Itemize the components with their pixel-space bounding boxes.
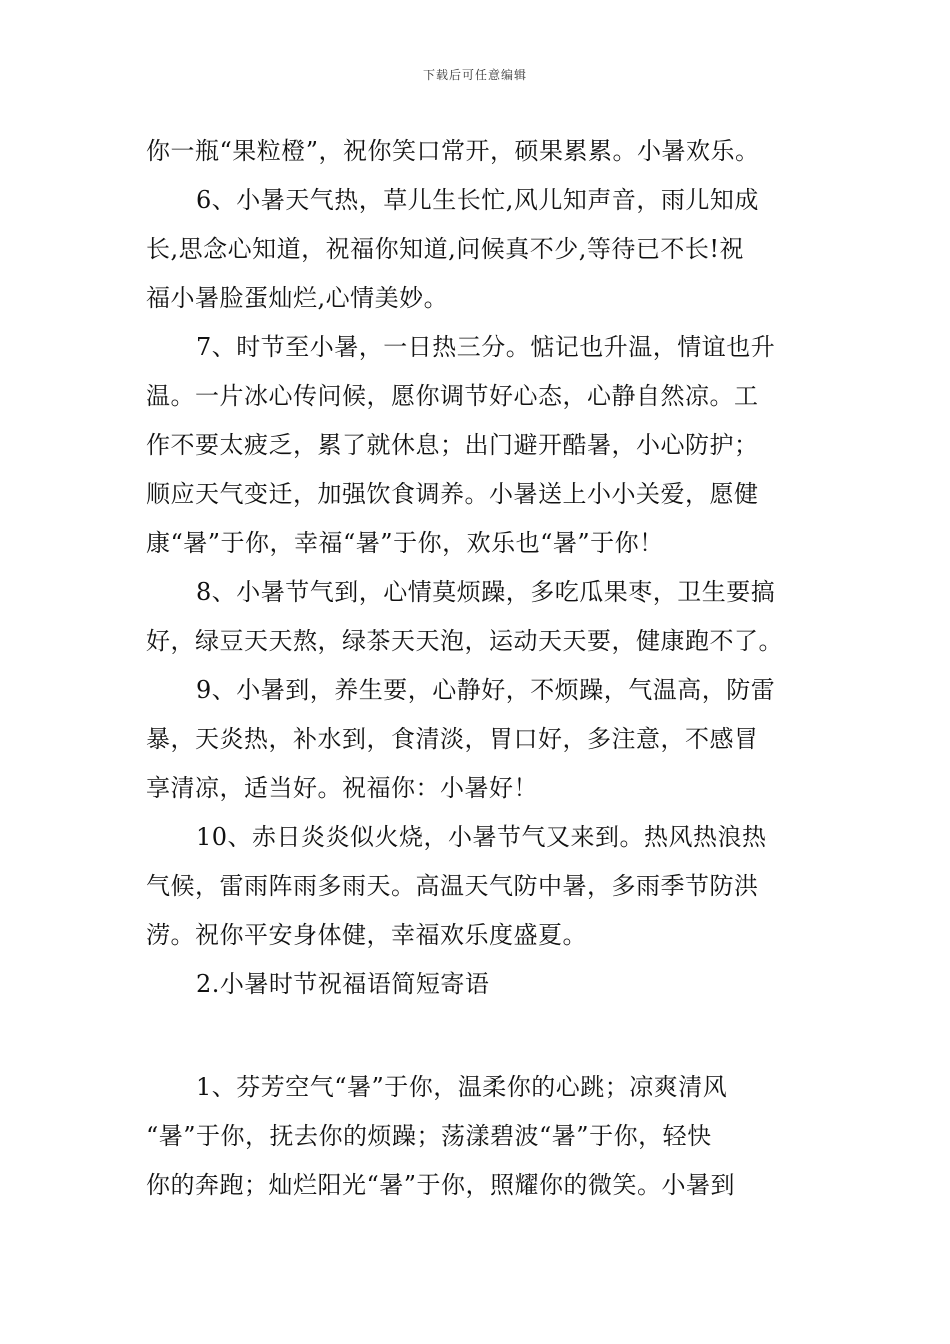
paragraph-line: 顺应天气变迁，加强饮食调养。小暑送上小小关爱，愿健 xyxy=(146,480,759,508)
paragraph-line: 长,思念心知道，祝福你知道,问候真不少,等待已不长!祝 xyxy=(146,235,745,263)
paragraph-line: 暴，天炎热，补水到，食清淡，胃口好，多注意，不感冒 xyxy=(146,725,759,753)
paragraph-line: 8、小暑节气到，心情莫烦躁，多吃瓜果枣，卫生要搞 xyxy=(196,578,776,606)
paragraph-line: 好，绿豆天天熬，绿茶天天泡，运动天天要，健康跑不了。 xyxy=(146,627,783,655)
paragraph-line: 1、芬芳空气“暑”于你，温柔你的心跳；凉爽清风 xyxy=(196,1073,728,1101)
paragraph-line: 你一瓶“果粒橙”，祝你笑口常开，硕果累累。小暑欢乐。 xyxy=(146,137,760,165)
paragraph-line: 享清凉，适当好。祝福你：小暑好！ xyxy=(146,774,538,802)
paragraph-line: 10、赤日炎炎似火烧，小暑节气又来到。热风热浪热 xyxy=(196,823,767,851)
paragraph-line: 7、时节至小暑，一日热三分。惦记也升温，情谊也升 xyxy=(196,333,776,361)
paragraph-line: 9、小暑到，养生要，心静好，不烦躁，气温高，防雷 xyxy=(196,676,776,704)
paragraph-line: 温。一片冰心传问候，愿你调节好心态，心静自然凉。工 xyxy=(146,382,759,410)
section-heading: 2.小暑时节祝福语简短寄语 xyxy=(196,970,490,998)
paragraph-line: 涝。祝你平安身体健，幸福欢乐度盛夏。 xyxy=(146,921,587,949)
paragraph-line: 福小暑脸蛋灿烂,心情美妙。 xyxy=(146,284,449,312)
paragraph-line: “暑”于你，抚去你的烦躁；荡漾碧波“暑”于你，轻快 xyxy=(146,1122,712,1150)
paragraph-line: 你的奔跑；灿烂阳光“暑”于你，照耀你的微笑。小暑到 xyxy=(146,1171,736,1199)
document-body xyxy=(146,127,810,1210)
blank-line xyxy=(146,1009,810,1063)
paragraph-line: 作不要太疲乏，累了就休息；出门避开酷暑，小心防护； xyxy=(146,431,759,459)
page-header: 下载后可任意编辑 xyxy=(422,68,527,82)
paragraph-line: 康“暑”于你，幸福“暑”于你，欢乐也“暑”于你！ xyxy=(146,529,664,557)
paragraph-line: 气候，雷雨阵雨多雨天。高温天气防中暑，多雨季节防洪 xyxy=(146,872,759,900)
paragraph-line: 6、小暑天气热，草儿生长忙,风儿知声音，雨儿知成 xyxy=(196,186,759,214)
